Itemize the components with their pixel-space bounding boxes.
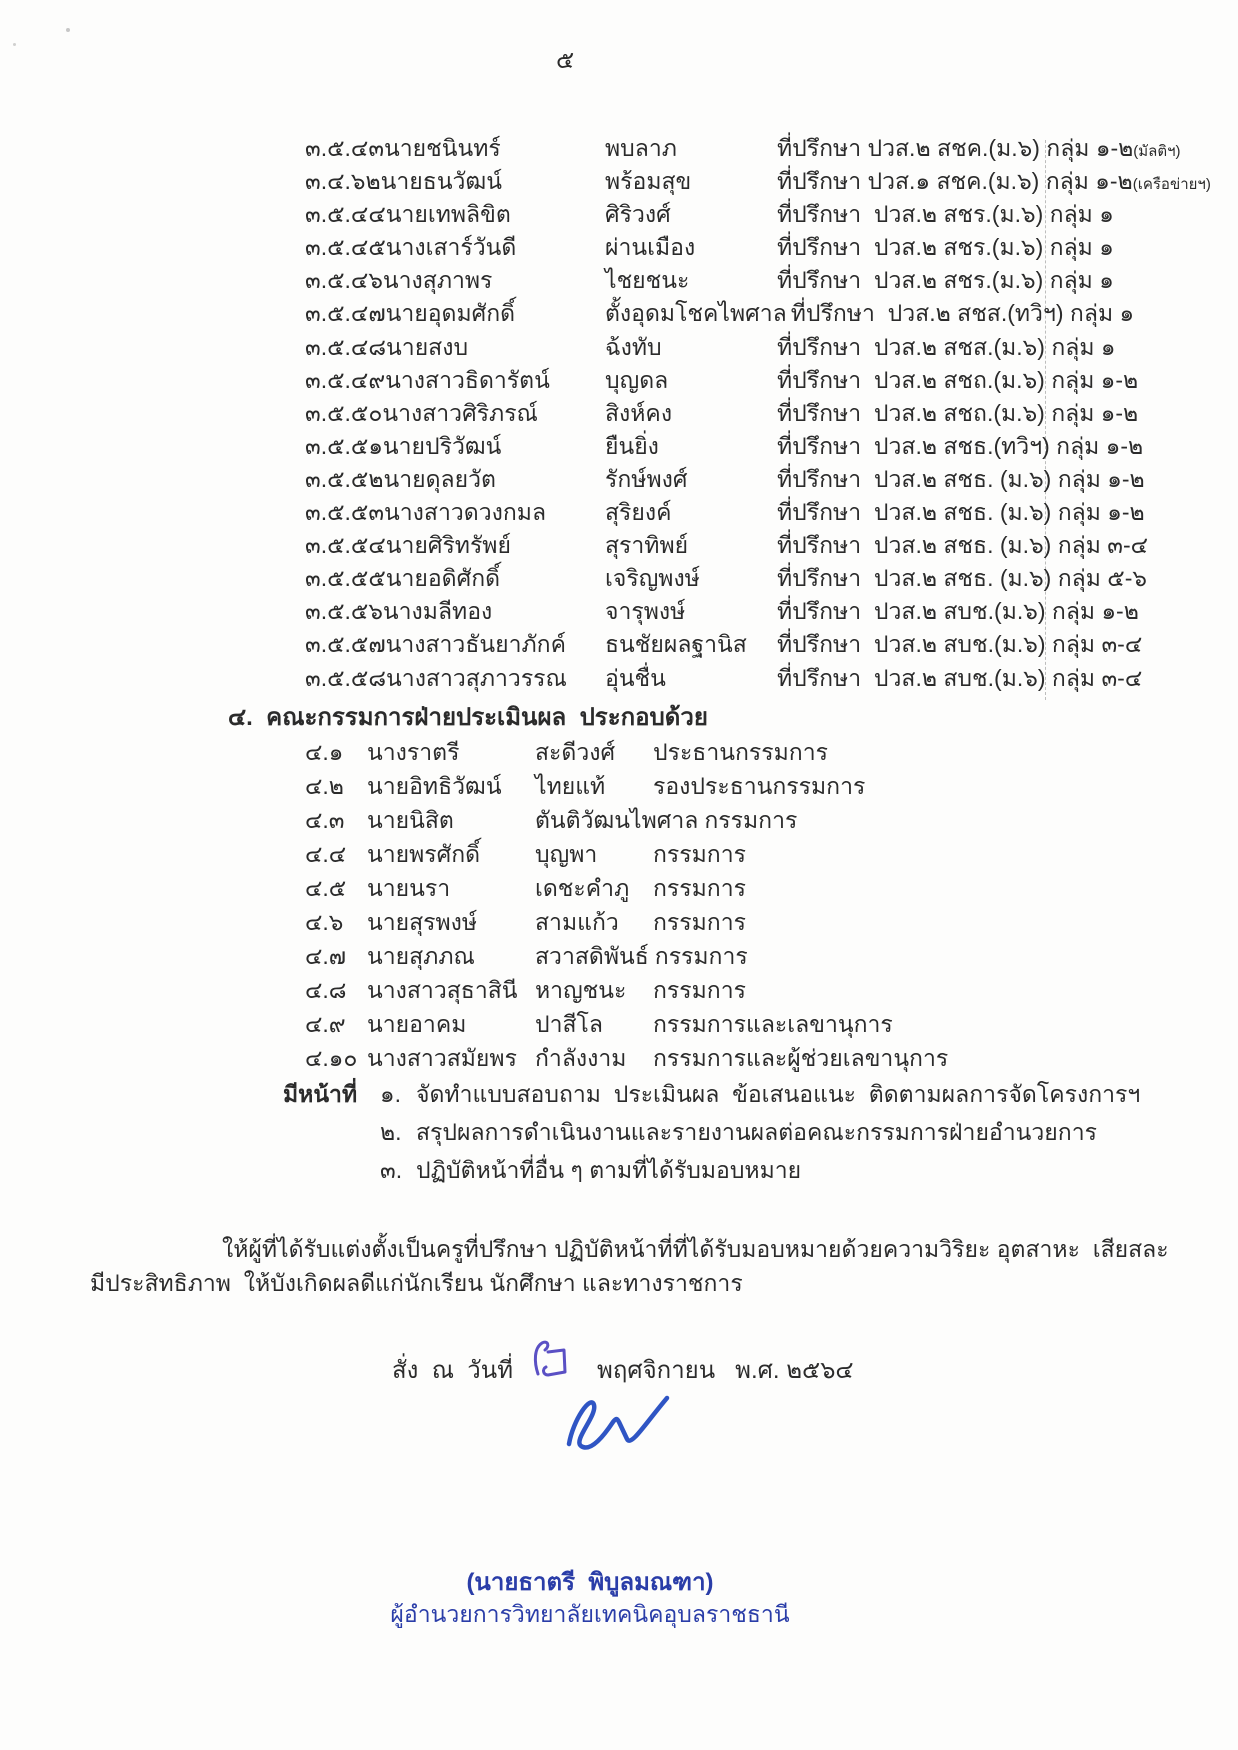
committee-member-role: กรรมการ bbox=[653, 909, 746, 935]
committee-item-number: ๔.๔ bbox=[305, 841, 347, 867]
advisor-surname: ศิริวงศ์ bbox=[605, 201, 671, 228]
advisor-surname: รักษ์พงศ์ bbox=[605, 465, 688, 492]
committee-member-name: นายอาคม bbox=[367, 1011, 467, 1037]
advisor-number-name: ๓.๔.๖๒นายธนวัฒน์ bbox=[305, 168, 502, 195]
advisor-duty bbox=[791, 296, 1134, 332]
signature-ink bbox=[545, 1382, 695, 1477]
advisor-row bbox=[305, 528, 1211, 561]
committee-item-number: ๔.๑๐ bbox=[305, 1045, 358, 1071]
advisor-surname: สิงห์คง bbox=[605, 399, 673, 426]
advisor-surname: ฉ้งทับ bbox=[605, 333, 662, 360]
advisor-duty bbox=[777, 661, 1142, 697]
duty-item-number: ๒. bbox=[380, 1119, 402, 1145]
committee-member-name: นายสุรพงษ์ bbox=[367, 909, 478, 935]
committee-member-role: ประธานกรรมการ bbox=[653, 739, 828, 765]
committee-item-number: ๔.๑ bbox=[305, 739, 344, 765]
advisor-row bbox=[305, 197, 1211, 230]
section-4-heading: ๔. คณะกรรมการฝ่ายประเมินผล ประกอบด้วย bbox=[228, 704, 708, 731]
advisor-number-name: ๓.๕.๕๐นางสาวศิริภรณ์ bbox=[305, 399, 538, 426]
advisor-duty-text: ที่ปรึกษา ปวส.๒ สชร.(ม.๖) กลุ่ม ๑ bbox=[777, 201, 1114, 228]
advisor-number-name: ๓.๕.๔๕นางเสาร์วันดี bbox=[305, 234, 517, 261]
advisor-surname: สุริยงค์ bbox=[605, 499, 672, 526]
advisor-surname: บุญดล bbox=[605, 366, 669, 393]
advisor-duty-text: ที่ปรึกษา ปวส.๒ สชส.(ทวิฯ) กลุ่ม ๑ bbox=[790, 300, 1135, 327]
advisor-duty bbox=[777, 561, 1147, 597]
advisor-surname: ยืนยิ่ง bbox=[605, 432, 659, 459]
advisor-number-name: ๓.๕.๔๗นายอุดมศักดิ์ bbox=[305, 300, 516, 327]
advisor-surname: พร้อมสุข bbox=[605, 168, 692, 195]
advisor-duty bbox=[777, 230, 1114, 266]
committee-member-role: รองประธานกรรมการ bbox=[653, 773, 866, 799]
committee-member-name: นายอิทธิวัฒน์ bbox=[367, 773, 502, 799]
committee-row bbox=[305, 973, 948, 1007]
signer-name: (นายธาตรี พิบูลมณฑา) bbox=[466, 1569, 714, 1596]
advisor-duty bbox=[777, 594, 1139, 630]
advisor-duty-text: ที่ปรึกษา ปวส.๒ สชถ.(ม.๖) กลุ่ม ๑-๒ bbox=[777, 366, 1139, 393]
evaluation-committee-list bbox=[305, 735, 948, 1075]
duties-label: มีหน้าที่ bbox=[283, 1081, 358, 1107]
advisor-duty bbox=[777, 429, 1143, 465]
committee-member-surname: เดชะคำภู bbox=[535, 875, 630, 901]
advisor-duty-text: ที่ปรึกษา ปวส.๒ สชธ. (ม.๖) กลุ่ม ๑-๒ bbox=[777, 465, 1145, 492]
handwritten-day-icon bbox=[525, 1338, 571, 1384]
duty-item-number: ๑. bbox=[380, 1081, 401, 1107]
committee-row bbox=[305, 871, 948, 905]
committee-member-role: กรรมการและผู้ช่วยเลขานุการ bbox=[653, 1045, 949, 1071]
duty-item-text: สรุปผลการดำเนินงานและรายงานผลต่อคณะกรรมการฝ่ายอำนวยการ bbox=[416, 1119, 1097, 1145]
advisor-duty-text: ที่ปรึกษา ปวส.๒ สบช.(ม.๖) กลุ่ม ๓-๔ bbox=[777, 664, 1143, 691]
closing-paragraph-line-1: ให้ผู้ที่ได้รับแต่งตั้งเป็นครูที่ปรึกษา ปฏิบัติหน้าที่ที่ได้รับมอบหมายด้วยความวิริยะ อุตสาหะ เสียสละ bbox=[222, 1236, 1169, 1262]
duty-item bbox=[380, 1077, 1140, 1115]
committee-item-number: ๔.๓ bbox=[305, 807, 345, 833]
duty-item bbox=[380, 1115, 1140, 1153]
committee-row bbox=[305, 1007, 948, 1041]
advisor-duty-text: ที่ปรึกษา ปวส.๒ สชธ. (ม.๖) กลุ่ม ๕-๖ bbox=[777, 565, 1147, 592]
advisor-surname: ธนชัยผลฐานิส bbox=[605, 631, 747, 658]
advisor-duty-text: ที่ปรึกษา ปวส.๒ สชส.(ม.๖) กลุ่ม ๑ bbox=[777, 333, 1116, 360]
committee-member-role: กรรมการ bbox=[653, 977, 746, 1003]
advisor-row bbox=[305, 164, 1211, 197]
advisor-duty-text: ที่ปรึกษา ปวส.๒ สชร.(ม.๖) กลุ่ม ๑ bbox=[777, 234, 1114, 261]
order-date-line bbox=[392, 1332, 854, 1389]
advisor-number-name: ๓.๕.๔๘นายสงบ bbox=[305, 333, 469, 360]
duty-item-text: จัดทำแบบสอบถาม ประเมินผล ข้อเสนอแนะ ติดตามผลการจัดโครงการฯ bbox=[416, 1081, 1141, 1107]
committee-member-name: นางสาวสุธาสินี bbox=[367, 977, 518, 1003]
advisor-duty bbox=[777, 627, 1142, 663]
committee-member-surname: หาญชนะ bbox=[535, 977, 627, 1003]
advisor-duty-text: ที่ปรึกษา ปวส.๑ สชค.(ม.๖) กลุ่ม ๑-๒ bbox=[777, 168, 1133, 195]
advisor-duty-text: ที่ปรึกษา ปวส.๒ สชธ.(ทวิฯ) กลุ่ม ๑-๒ bbox=[777, 432, 1144, 459]
duties-section bbox=[283, 1077, 1140, 1191]
advisor-duty bbox=[777, 528, 1148, 564]
advisor-number-name: ๓.๕.๕๕นายอดิศักดิ์ bbox=[305, 565, 501, 592]
committee-row bbox=[305, 1041, 948, 1075]
committee-member-surname: ไทยแท้ bbox=[535, 773, 606, 799]
advisor-number-name: ๓.๕.๔๖นางสุภาพร bbox=[305, 267, 493, 294]
advisor-duty bbox=[777, 263, 1114, 299]
scan-artifact-dot bbox=[66, 28, 70, 32]
advisor-duty-text: ที่ปรึกษา ปวส.๒ สชร.(ม.๖) กลุ่ม ๑ bbox=[777, 267, 1114, 294]
advisor-number-name: ๓.๕.๔๓นายชนินทร์ bbox=[305, 135, 501, 161]
advisor-duty bbox=[777, 363, 1138, 399]
duty-item-number: ๓. bbox=[380, 1157, 403, 1183]
committee-row bbox=[305, 803, 948, 837]
duty-item-text: ปฏิบัติหน้าที่อื่น ๆ ตามที่ได้รับมอบหมาย bbox=[416, 1157, 802, 1183]
committee-member-name: นายนรา bbox=[367, 875, 451, 901]
committee-member-surname: สามแก้ว bbox=[535, 909, 619, 935]
committee-row bbox=[305, 837, 948, 871]
committee-row bbox=[305, 939, 948, 973]
duty-item bbox=[380, 1153, 1140, 1191]
advisor-duty-text: ที่ปรึกษา ปวส.๒ สชถ.(ม.๖) กลุ่ม ๑-๒ bbox=[777, 399, 1139, 426]
committee-member-name: นายพรศักดิ์ bbox=[367, 841, 481, 867]
advisor-number-name: ๓.๕.๕๗นางสาวธันยาภักค์ bbox=[305, 631, 566, 658]
advisor-surname: อุ่นชื่น bbox=[605, 664, 666, 691]
advisor-duty-text: ที่ปรึกษา ปวส.๒ สบช.(ม.๖) กลุ่ม ๓-๔ bbox=[777, 631, 1143, 658]
committee-member-name: นายสุภภณ bbox=[367, 943, 475, 969]
committee-row bbox=[305, 905, 948, 939]
advisor-row bbox=[305, 230, 1211, 263]
advisor-row bbox=[305, 627, 1211, 660]
committee-member-name: นางราตรี bbox=[367, 739, 460, 765]
advisor-surname: ผ่านเมือง bbox=[605, 234, 696, 261]
committee-member-role: กรรมการ bbox=[653, 875, 746, 901]
advisor-row bbox=[305, 296, 1211, 329]
order-date-prefix: สั่ง ณ วันที่ bbox=[392, 1357, 514, 1384]
advisor-duty-text: ที่ปรึกษา ปวส.๒ สบช.(ม.๖) กลุ่ม ๑-๒ bbox=[777, 598, 1139, 625]
advisor-number-name: ๓.๕.๕๔นายศิริทรัพย์ bbox=[305, 532, 511, 559]
advisor-row bbox=[305, 661, 1211, 694]
advisor-surname: ไชยชนะ bbox=[605, 267, 690, 294]
advisor-row bbox=[305, 131, 1211, 164]
advisor-duty-text: ที่ปรึกษา ปวส.๒ สชธ. (ม.๖) กลุ่ม ๑-๒ bbox=[777, 499, 1145, 526]
advisor-number-name: ๓.๕.๔๙นางสาวธิดารัตน์ bbox=[305, 366, 550, 393]
committee-member-surname: ตันติวัฒนไพศาล bbox=[535, 807, 699, 833]
advisor-row bbox=[305, 594, 1211, 627]
advisor-number-name: ๓.๕.๕๖นางมลีทอง bbox=[305, 598, 493, 625]
committee-item-number: ๔.๖ bbox=[305, 909, 344, 935]
advisor-row bbox=[305, 396, 1211, 429]
committee-member-surname: สะดีวงศ์ bbox=[535, 739, 616, 765]
committee-row bbox=[305, 735, 948, 769]
advisor-surname: เจริญพงษ์ bbox=[605, 565, 700, 592]
committee-item-number: ๔.๙ bbox=[305, 1011, 346, 1037]
advisor-list bbox=[305, 131, 1211, 694]
advisor-row bbox=[305, 462, 1211, 495]
advisor-row bbox=[305, 263, 1211, 296]
duties-list bbox=[380, 1077, 1140, 1191]
advisor-surname: สุราทิพย์ bbox=[605, 532, 689, 559]
committee-member-role: กรรมการและเลขานุการ bbox=[653, 1011, 893, 1037]
committee-member-surname: บุญพา bbox=[535, 841, 598, 867]
signature-icon bbox=[545, 1382, 695, 1472]
scan-artifact-dot bbox=[13, 43, 16, 46]
advisor-row bbox=[305, 363, 1211, 396]
closing-paragraph-line-2: มีประสิทธิภาพ ให้บังเกิดผลดีแก่นักเรียน นักศึกษา และทางราชการ bbox=[90, 1270, 743, 1296]
advisor-duty-note: (มัลติฯ) bbox=[1133, 143, 1181, 160]
advisor-surname: จารุพงษ์ bbox=[605, 598, 686, 625]
committee-row bbox=[305, 769, 948, 803]
order-date-suffix: พฤศจิกายน พ.ศ. ๒๕๖๔ bbox=[597, 1357, 854, 1384]
committee-member-role: กรรมการ bbox=[704, 807, 798, 833]
signer-title: ผู้อำนวยการวิทยาลัยเทคนิคอุบลราชธานี bbox=[390, 1601, 790, 1627]
page-number: ๕ bbox=[556, 47, 575, 74]
advisor-number-name: ๓.๕.๕๓นางสาวดวงกมล bbox=[305, 499, 547, 526]
advisor-duty-text: ที่ปรึกษา ปวส.๒ สชธ. (ม.๖) กลุ่ม ๓-๔ bbox=[777, 532, 1149, 559]
committee-item-number: ๔.๕ bbox=[305, 875, 347, 901]
advisor-number-name: ๓.๕.๕๘นางสาวสุภาวรรณ bbox=[305, 664, 567, 691]
committee-member-role: กรรมการ bbox=[654, 943, 748, 969]
committee-member-surname: สวาสดิพันธ์ bbox=[535, 943, 649, 969]
advisor-duty bbox=[777, 396, 1138, 432]
advisor-row bbox=[305, 429, 1211, 462]
committee-member-name: นายนิสิต bbox=[367, 807, 454, 833]
advisor-duty bbox=[777, 164, 1211, 200]
advisor-number-name: ๓.๕.๕๒นายดุลยวัต bbox=[305, 465, 496, 492]
advisor-row bbox=[305, 495, 1211, 528]
advisor-number-name: ๓.๕.๕๑นายปริวัฒน์ bbox=[305, 432, 502, 459]
committee-item-number: ๔.๗ bbox=[305, 943, 347, 969]
advisor-duty bbox=[777, 197, 1114, 233]
committee-member-role: กรรมการ bbox=[653, 841, 746, 867]
advisor-duty bbox=[777, 462, 1145, 498]
committee-member-surname: ปาสีโล bbox=[535, 1011, 604, 1037]
committee-item-number: ๔.๘ bbox=[305, 977, 347, 1003]
advisor-duty bbox=[777, 131, 1181, 167]
advisor-number-name: ๓.๕.๔๔นายเทพลิขิต bbox=[305, 201, 511, 228]
advisor-row bbox=[305, 561, 1211, 594]
advisor-surname: ตั้งอุดมโชคไพศาล bbox=[605, 300, 787, 327]
advisor-duty bbox=[777, 495, 1145, 531]
committee-member-name: นางสาวสมัยพร bbox=[367, 1045, 517, 1071]
advisor-duty-text: ที่ปรึกษา ปวส.๒ สชค.(ม.๖) กลุ่ม ๑-๒ bbox=[777, 135, 1134, 161]
advisor-duty bbox=[777, 330, 1116, 366]
committee-member-surname: กำลังงาม bbox=[535, 1045, 627, 1071]
advisor-surname: พบลาภ bbox=[605, 135, 677, 161]
advisor-row bbox=[305, 330, 1211, 363]
committee-item-number: ๔.๒ bbox=[305, 773, 344, 799]
advisor-duty-note: (เครือข่ายฯ) bbox=[1132, 176, 1211, 194]
